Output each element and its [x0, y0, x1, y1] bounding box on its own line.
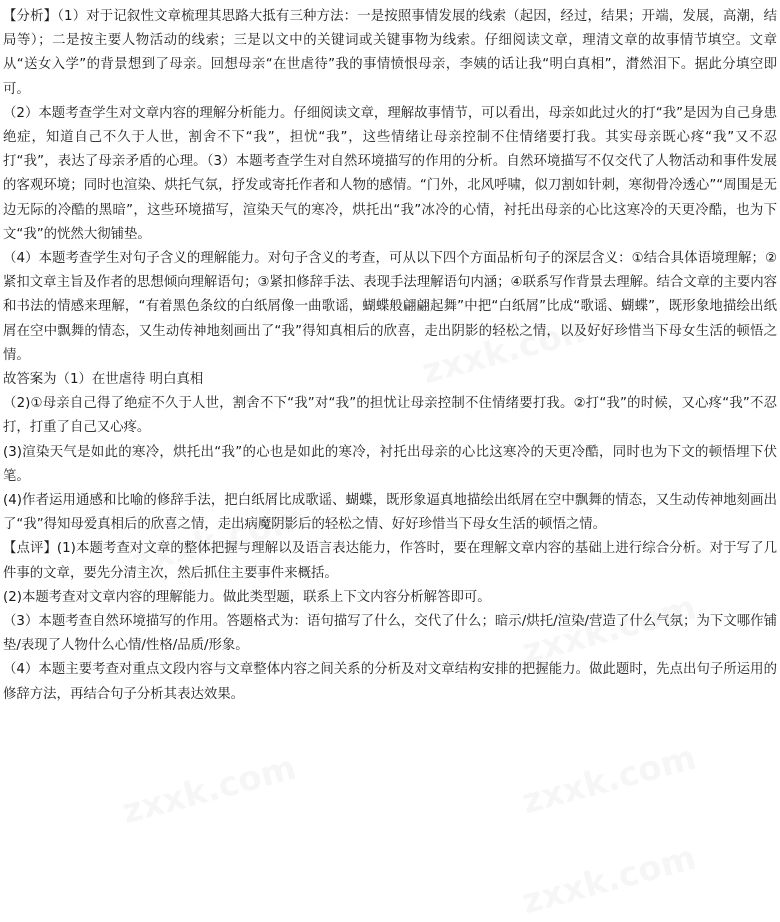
comment-paragraph: （3）本题考查自然环境描写的作用。答题格式为：语句描写了什么，交代了什么；暗示/烘托/渲染/营造了什么气氛；为下文哪作铺垫/表现了人物什么心情/性格/品质/形象。 — [3, 614, 777, 654]
answer-analysis-document — [3, 5, 777, 707]
comment-paragraph: 【点评】(1)本题考查对文章的整体把握与理解以及语言表达能力，作答时，要在理解文章内容的基础上进行综合分析。对于写了几件事的文章，要先分清主次，然后抓住主要事件来概括。 — [3, 541, 777, 581]
watermark — [118, 748, 300, 833]
comment-paragraph: (2)本题考查对文章内容的理解能力。做此类型题，联系上下文内容分析解答即可。 — [3, 589, 491, 605]
watermark — [518, 838, 700, 922]
answer-heading: 故答案为（1）在世虐待 明白真相 — [3, 372, 204, 388]
watermark — [518, 738, 700, 823]
comment-paragraph: （4）本题主要考查对重点文段内容与文章整体内容之间关系的分析及对文章结构安排的把握能力。做此题时，先点出句子所运用的修辞方法，再结合句子分析其表达效果。 — [3, 662, 777, 702]
answer-paragraph: (4)作者运用通感和比喻的修辞手法，把白纸屑比成歌谣、蝴蝶，既形象逼真地描绘出纸屑在空中飘舞的情态，又生动传神地刻画出了“我”得知母爱真相后的欣喜之情，走出病魔阴影后的轻松之情、好好珍惜当下母女生活的顿悟之情。 — [3, 493, 777, 533]
analysis-paragraph: （2）本题考查学生对文章内容的理解分析能力。仔细阅读文章，理解故事情节，可以看出，母亲如此过火的打“我”是因为自己身患绝症，知道自己不久于人世，割舍不下“我”，担忧“我”，这些情绪让母亲控制不住情绪要打我。其实母亲既心疼“我”又不忍打“我”，表达了母亲矛盾的心理。（3）本题考查学生对自然环境描写的作用的分析。自然环境描写不仅交代了人物活动和事件发展的客观环境；同时也渲染、烘托气氛，抒发或寄托作者和人物的感情。“门外，北风呼啸，似刀割如针刺，寒彻骨冷透心”“周围是无边无际的冷酷的黑暗”，这些环境描写，渲染天气的寒冷，烘托出“我”冰冷的心情，衬托出母亲的心比这寒冷的天更冷酷，也为下文“我”的恍然大彻铺垫。 — [3, 105, 777, 242]
answer-paragraph: （2)①母亲自己得了绝症不久于人世，割舍不下“我”对“我”的担忧让母亲控制不住情绪要打我。②打“我”的时候，又心疼“我”不忍打，打重了自己又心疼。 — [3, 396, 777, 436]
analysis-paragraph: （4）本题考查学生对句子含义的理解能力。对句子含义的考查，可从以下四个方面品析句子的深层含义：①结合具体语境理解；②紧扣文章主旨及作者的思想倾向理解语句；③紧扣修辞手法、表现手法理解语句内涵；④联系写作背景去理解。结合文章的主要内容和书法的情感来理解，“有着黑色条纹的白纸屑像一曲歌谣，蝴蝶般翩翩起舞”中把“白纸屑”比成“歌谣、蝴蝶”，既形象地描绘出纸屑在空中飘舞的情态，又生动传神地刻画出了“我”得知真相后的欣喜，走出阴影的轻松之情，以及好好珍惜当下母女生活的顿悟之情。 — [3, 251, 777, 363]
analysis-paragraph: 【分析】（1）对于记叙性文章梳理其思路大抵有三种方法：一是按照事情发展的线索（起因，经过，结果；开端，发展，高潮，结局等）；二是按主要人物活动的线索；三是以文中的关键词或关键事物为线索。仔细阅读文章，理清文章的故事情节填空。文章从“送女入学”的背景想到了母亲。回想母亲“在世虐待”我的事情愤恨母亲，李姨的话让我“明白真相”，潸然泪下。据此分填空即可。 — [3, 9, 777, 97]
answer-paragraph: (3)渲染天气是如此的寒冷，烘托出“我”的心也是如此的寒冷，衬托出母亲的心比这寒冷的天更冷酷，同时也为下文的顿悟埋下伏笔。 — [3, 444, 777, 484]
